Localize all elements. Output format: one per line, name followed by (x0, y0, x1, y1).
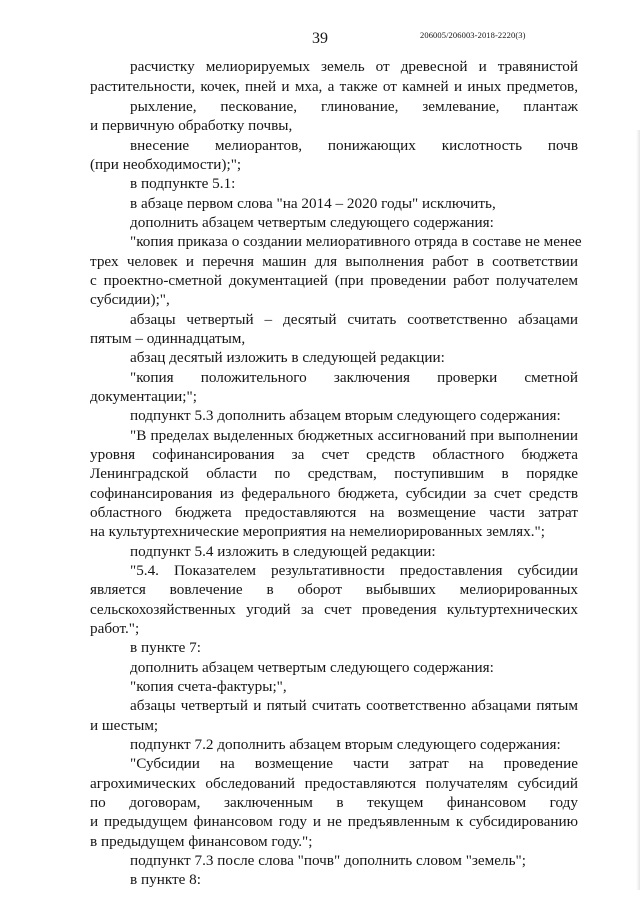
body-line: по договорам, заключенным в текущем финансовом году (90, 794, 578, 811)
body-line: и первичную обработку почвы, (90, 117, 293, 134)
body-line: сельскохозяйственных угодий за счет проведения культуртехнических (90, 601, 578, 618)
body-line: "Субсидии на возмещение части затрат на проведение (130, 755, 578, 772)
body-line: абзац десятый изложить в следующей редакции: (130, 349, 445, 366)
body-line: Ленинградской области по средствам, поступившим в порядке (90, 465, 578, 482)
body-line: подпункт 5.4 изложить в следующей редакции: (130, 543, 436, 560)
body-line: рыхление, пескование, глинование, землевание, плантаж (130, 98, 578, 115)
body-line: растительности, кочек, пней и мха, а также от камней и иных предметов, (90, 78, 578, 95)
body-line: дополнить абзацем четвертым следующего содержания: (130, 659, 494, 676)
body-line: "В пределах выделенных бюджетных ассигнований при выполнении (130, 427, 578, 444)
body-line: внесение мелиорантов, понижающих кислотность почв (130, 137, 578, 154)
body-line: в пункте 8: (130, 871, 201, 888)
body-line: уровня софинансирования за счет средств областного бюджета (90, 446, 578, 463)
body-line: подпункт 5.3 дополнить абзацем вторым следующего содержания: (130, 407, 561, 424)
body-line: с проектно-сметной документацией (при проведении работ получателем (90, 272, 578, 289)
body-line: трех человек и перечня машин для выполнения работ в соответствии (90, 253, 578, 270)
body-line: субсидии);", (90, 291, 170, 308)
scan-edge-shadow (636, 130, 640, 890)
body-line: агрохимических обследований предоставляются получателям субсидий (90, 775, 578, 792)
body-line: "копия положительного заключения проверки сметной (130, 369, 578, 386)
body-line: подпункт 7.3 после слова "почв" дополнить словом "земель"; (130, 852, 526, 869)
body-line: в предыдущем финансовом году."; (90, 833, 313, 850)
body-line: работ."; (90, 620, 140, 637)
body-line: является вовлечение в оборот выбывших мелиорированных (90, 581, 578, 598)
body-line: в пункте 7: (130, 639, 201, 656)
body-line: и шестым; (90, 717, 159, 734)
body-line: "копия счета-фактуры;", (130, 678, 287, 695)
body-line: в абзаце первом слова "на 2014 – 2020 годы" исключить, (130, 195, 496, 212)
body-line: на культуртехнические мероприятия на немелиорированных землях."; (90, 523, 545, 540)
body-line: "5.4. Показателем результативности предоставления субсидии (130, 562, 578, 579)
body-line: расчистку мелиорируемых земель от древесной и травянистой (130, 58, 578, 75)
body-line: областного бюджета предоставляются на возмещение части затрат (90, 504, 578, 521)
body-line: абзацы четвертый и пятый считать соответственно абзацами пятым (130, 697, 578, 714)
body-line: дополнить абзацем четвертым следующего содержания: (130, 214, 494, 231)
body-line: пятым – одиннадцатым, (90, 330, 246, 347)
page-number: 39 (312, 30, 328, 47)
body-line: и предыдущем финансовом году и не предъявленным к субсидированию (90, 813, 578, 830)
body-line: в подпункте 5.1: (130, 175, 236, 192)
body-line: абзацы четвертый – десятый считать соответственно абзацами (130, 311, 578, 328)
body-line: "копия приказа о создании мелиоративного отряда в составе не менее (130, 233, 582, 250)
body-line: (при необходимости);"; (90, 156, 242, 173)
body-line: документации;"; (90, 388, 197, 405)
document-code: 206005/206003-2018-2220(3) (420, 30, 526, 40)
body-line: подпункт 7.2 дополнить абзацем вторым следующего содержания: (130, 736, 561, 753)
body-line: софинансирования из федерального бюджета, субсидии за счет средств (90, 485, 578, 502)
